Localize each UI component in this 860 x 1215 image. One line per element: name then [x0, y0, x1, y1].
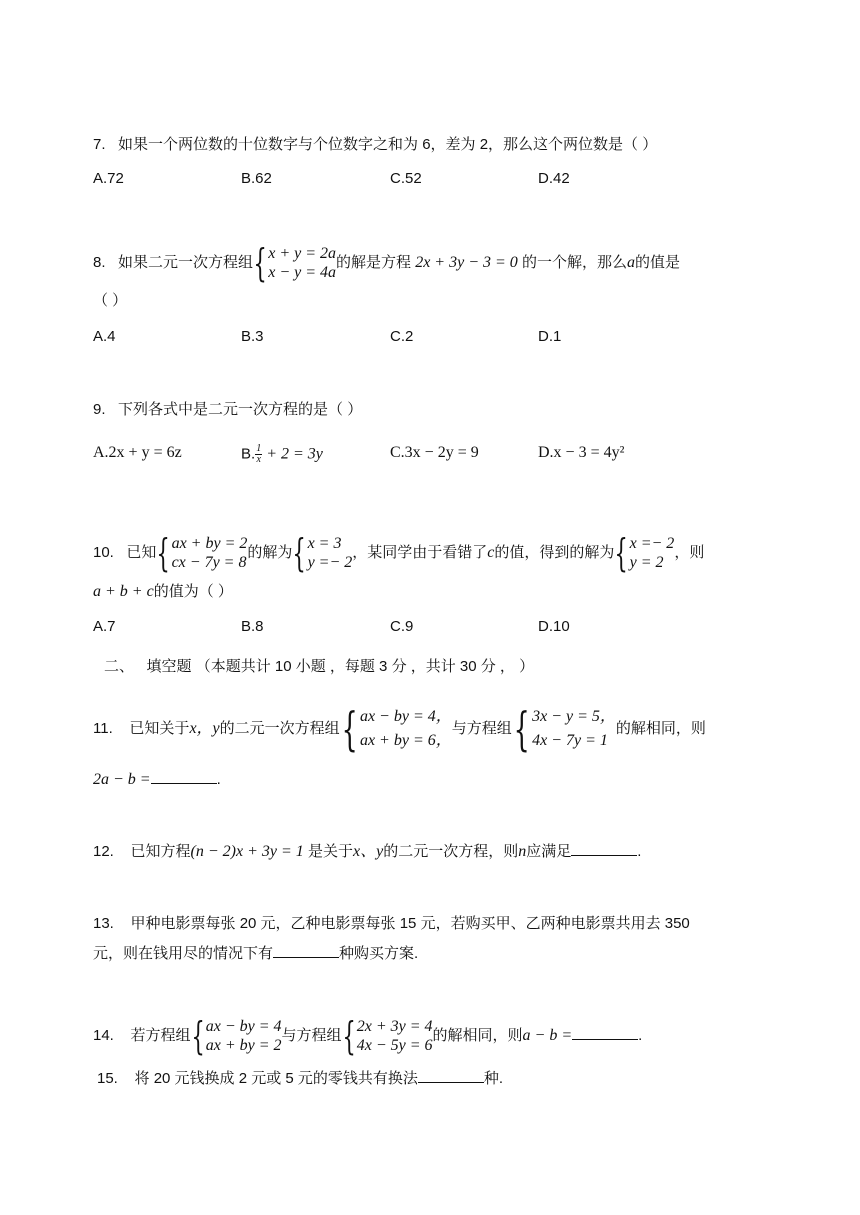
question-text: 已知关于: [129, 719, 190, 737]
brace-icon: {: [341, 702, 358, 756]
question-text: 的解是方程: [336, 253, 416, 271]
question-text: 已知: [126, 543, 157, 561]
question-text: 是关于: [303, 843, 353, 860]
question-text: ，某同学由于看错了: [352, 543, 488, 561]
question-text: 如果二元一次方程组: [118, 253, 254, 271]
brace-icon: {: [513, 702, 530, 756]
question-14: [93, 1014, 643, 1058]
question-number: 11.: [93, 719, 113, 737]
solution-system: [614, 531, 675, 575]
question-text: 下列各式中是二元一次方程的是（ ）: [118, 401, 363, 418]
answer-blank[interactable]: [418, 1068, 484, 1083]
option-d[interactable]: D.1: [538, 328, 562, 345]
answer-blank[interactable]: [151, 769, 217, 784]
equation: (n − 2)x + 3y = 1: [190, 843, 304, 860]
equation: ax + by = 2: [171, 535, 248, 552]
question-text: 的二元一次方程组: [219, 719, 340, 737]
question-text: 的解相同，则: [615, 719, 706, 737]
question-text: 如果一个两位数的十位数字与个位数字之和为 6，差为 2，那么这个两位数是（ ）: [118, 136, 658, 153]
option-label: B.: [241, 445, 256, 463]
option-b[interactable]: B.3: [241, 328, 264, 345]
equation-system: [341, 1014, 433, 1058]
answer-blank[interactable]: [273, 943, 339, 958]
question-number: 10.: [93, 543, 114, 561]
variable: n: [518, 843, 527, 860]
equation: y =− 2: [307, 554, 353, 571]
question-number: 9.: [93, 401, 106, 418]
option-c[interactable]: C.2: [390, 328, 414, 345]
equation-system: [156, 531, 248, 575]
equation: ax + by = 6，: [359, 732, 452, 749]
answer-blank[interactable]: [572, 1025, 638, 1040]
question-11: [93, 702, 706, 756]
section-heading: [104, 655, 534, 676]
equation: cx − 7y = 8: [171, 554, 247, 571]
equation: 2x + 3y = 4: [356, 1018, 433, 1035]
question-text: 的一个解，那么: [517, 253, 627, 271]
question-number: 15.: [97, 1070, 118, 1087]
question-text: 应满足: [526, 843, 572, 860]
question-number: 8.: [93, 253, 106, 271]
equation: y = 2: [629, 554, 664, 571]
question-8-line2: [93, 289, 127, 310]
equation-system: [253, 241, 337, 285]
punctuation: .: [638, 1026, 643, 1044]
question-text: 的解相同，则: [432, 1026, 523, 1044]
brace-icon: {: [614, 531, 629, 575]
option-b[interactable]: [241, 444, 323, 465]
question-7: [93, 133, 657, 154]
question-text: 若方程组: [130, 1026, 191, 1044]
question-text: 与方程组: [451, 719, 512, 737]
equation: x + y = 2a: [268, 245, 337, 262]
equation: x = 3: [307, 535, 342, 552]
section-title: 填空题 （本题共计 10 小题 ，每题 3 分 ，共计 30 分 ， ）: [146, 658, 535, 675]
brace-icon: {: [253, 241, 267, 285]
option-a[interactable]: A.7: [93, 618, 116, 635]
question-11-line2: [93, 769, 221, 789]
question-12: [93, 838, 641, 861]
question-15: [97, 1067, 503, 1088]
question-9: [93, 398, 362, 419]
question-13-line2: [93, 942, 418, 963]
denominator: x: [256, 454, 261, 465]
punctuation: .: [637, 843, 642, 860]
expression: a − b =: [522, 1026, 573, 1044]
equation: ax + by = 2: [205, 1037, 282, 1054]
question-text: 种购买方案.: [339, 945, 419, 962]
equation-system: [340, 702, 452, 756]
equation: 3x − y = 5，: [532, 708, 616, 725]
answer-paren: （ ）: [93, 292, 128, 309]
question-text: 将 20 元钱换成 2 元或 5 元的零钱共有换法: [134, 1070, 418, 1087]
brace-icon: {: [190, 1014, 205, 1058]
option-a[interactable]: A.72: [93, 170, 124, 187]
equation: 4x − 7y = 1: [532, 732, 608, 749]
equation: 2x + 3y − 3 = 0: [415, 253, 518, 271]
equation: x − y = 4a: [268, 264, 337, 281]
question-text: 的值，得到的解为: [494, 543, 615, 561]
option-d[interactable]: D.10: [538, 618, 570, 635]
solution-system: [292, 531, 353, 575]
question-text: 的二元一次方程，则: [383, 843, 519, 860]
brace-icon: {: [341, 1014, 356, 1058]
brace-icon: {: [292, 531, 307, 575]
option-c[interactable]: C.3x − 2y = 9: [390, 444, 479, 461]
question-10: [93, 531, 705, 575]
option-c[interactable]: C.9: [390, 618, 414, 635]
question-text: 与方程组: [281, 1026, 342, 1044]
option-a[interactable]: A.4: [93, 328, 116, 345]
punctuation: .: [216, 771, 221, 788]
question-text: 元，则在钱用尽的情况下有: [93, 945, 274, 962]
option-d[interactable]: D.x − 3 = 4y²: [538, 444, 625, 461]
answer-blank[interactable]: [571, 841, 637, 856]
option-b[interactable]: B.62: [241, 170, 272, 187]
equation-system: [190, 1014, 282, 1058]
question-text: 甲种电影票每张 20 元，乙种电影票每张 15 元，若购买甲、乙两种电影票共用去 350: [130, 915, 690, 932]
question-text: 种.: [483, 1070, 504, 1087]
option-d[interactable]: D.42: [538, 170, 570, 187]
question-8: [93, 241, 680, 285]
equation-system: [512, 702, 616, 756]
question-text: 的值是: [634, 253, 680, 271]
variable: c: [487, 543, 495, 561]
question-text: ，则: [674, 543, 705, 561]
question-text: 的值为（ ）: [153, 583, 233, 600]
equation: ax − by = 4: [205, 1018, 282, 1035]
equation: ax − by = 4，: [359, 708, 452, 725]
expression: 2a − b =: [93, 771, 151, 788]
equation: x =− 2: [629, 535, 675, 552]
variable: x，y: [189, 719, 220, 737]
numerator: 1: [256, 443, 262, 454]
question-number: 12.: [93, 843, 114, 860]
option-c[interactable]: C.52: [390, 170, 422, 187]
brace-icon: {: [156, 531, 171, 575]
equation: 4x − 5y = 6: [356, 1037, 433, 1054]
question-10-line2: [93, 580, 233, 601]
question-number: 13.: [93, 915, 114, 932]
option-a[interactable]: A.2x + y = 6z: [93, 444, 182, 461]
option-b[interactable]: B.8: [241, 618, 264, 635]
variable: x、y: [352, 843, 384, 860]
section-number: 二、: [104, 658, 135, 675]
question-number: 14.: [93, 1026, 114, 1044]
variable: a: [626, 253, 635, 271]
equation: + 2 = 3y: [262, 445, 323, 463]
question-number: 7.: [93, 136, 106, 153]
question-text: 的解为: [247, 543, 293, 561]
question-13: [93, 912, 690, 933]
expression: a + b + c: [93, 583, 154, 600]
question-text: 已知方程: [130, 843, 191, 860]
